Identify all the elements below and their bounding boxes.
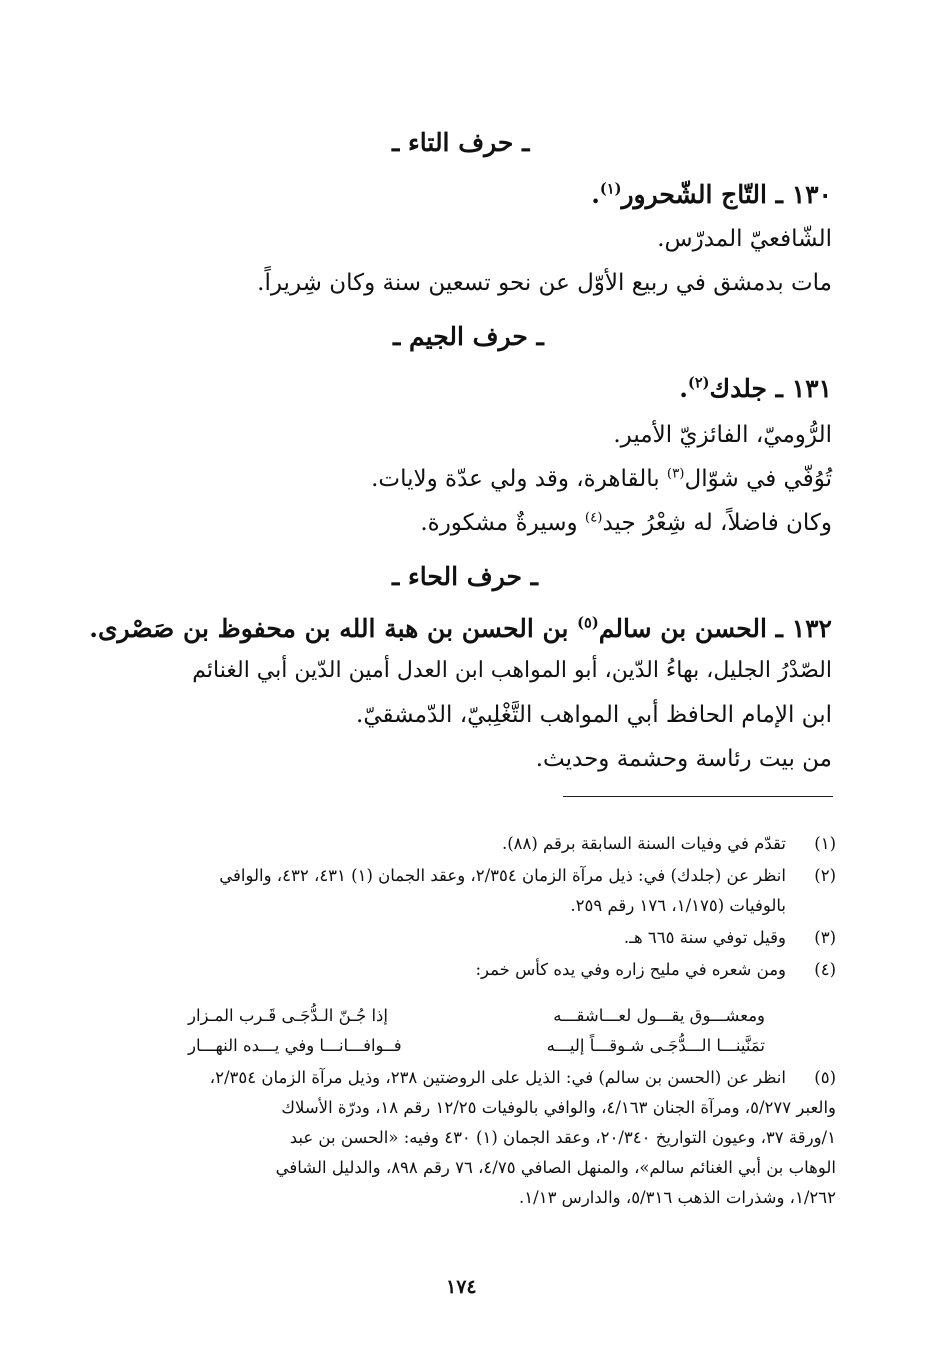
entry-line: من بيت رئاسة وحشمة وحديث.: [535, 746, 832, 772]
footnote-line: ومن شعره في مليح زاره وفي يده كأس خمر:: [475, 960, 786, 979]
footnote-ref: (٤): [584, 510, 603, 526]
entry-title-131: ١٣١ ـ جلدك$^{(٢)}$.: [679, 374, 832, 403]
entry-line: وكان فاضلاً، له شِعْرُ جيد$^{(٤)}$ وسيرةٌ مشكورة.: [420, 510, 832, 536]
footnote-number: (٣): [814, 928, 836, 947]
poem-hemistich-left: إذا جُـنّ الـدُّجَـى قَـرب المـزار: [188, 1006, 388, 1025]
footnote-number: (١): [814, 834, 836, 853]
footnote-ref: (٥): [577, 614, 599, 632]
section-heading-ta: ـ حرف التاء ـ: [392, 128, 530, 157]
footnote-separator: [563, 796, 833, 797]
footnote-line: ١/ورقة ٣٧، وعيون التواريخ ٢٠/٣٤٠، وعقد الجمان (١) ٤٣٠ وفيه: «الحسن بن عبد: [289, 1128, 836, 1147]
footnote-line: انظر عن (جلدك) في: ذيل مرآة الزمان ٢/٣٥٤، وعقد الجمان (١) ٤٣١، ٤٣٢، والوافي: [219, 866, 786, 885]
entry-title-132: ١٣٢ ـ الحسن بن سالم$^{(٥)}$ بن الحسن بن هبة الله بن محفوظ بن صَصْرى.: [89, 614, 832, 643]
footnote-line: تقدّم في وفيات السنة السابقة برقم (٨٨).: [501, 834, 786, 853]
footnote-number: (٥): [814, 1068, 836, 1087]
footnote-number: (٤): [814, 960, 836, 979]
entry-line: تُوُفّي في شوّال$^{(٣)}$ بالقاهرة، وقد ولي عدّة ولايات.: [371, 466, 832, 492]
entry-line: الشّافعيّ المدرّس.: [657, 226, 832, 252]
footnote-line: ١/٢٦٢، وشذرات الذهب ٥/٣١٦، والدارس ١/١٣.: [519, 1188, 836, 1207]
footnote-ref: (١): [599, 180, 622, 198]
entry-line: الرُّوميّ، الفائزيّ الأمير.: [613, 422, 832, 448]
footnote-line: بالوفيات (١/١٧٥، ١٧٦ رقم ٢٥٩.: [570, 896, 786, 915]
footnote-line: الوهاب بن أبي الغنائم سالم»، والمنهل الصافي ٤/٧٥، ٧٦ رقم ٨٩٨، والدليل الشافي: [275, 1158, 836, 1177]
section-heading-jim: ـ حرف الجيم ـ: [393, 322, 544, 351]
entry-title-130: ١٣٠ ـ التّاج الشّحرور$^{(١)}$.: [591, 180, 832, 209]
entry-line: مات بدمشق في ربيع الأوّل عن نحو تسعين سنة وكان شِريراً.: [257, 270, 832, 296]
footnote-number: (٢): [814, 866, 836, 885]
footnote-line: والعبر ٥/٢٧٧، ومرآة الجنان ٤/١٦٣، والوافي بالوفيات ١٢/٢٥ رقم ١٨، ودرّة الأسلاك: [281, 1098, 836, 1117]
footnote-ref: (٣): [666, 466, 685, 482]
footnote-line: انظر عن (الحسن بن سالم) في: الذيل على الروضتين ٢٣٨، وذيل مرآة الزمان ٢/٣٥٤،: [209, 1068, 786, 1087]
entry-line: الصّدْرُ الجليل، بهاءُ الدّين، أبو المواهب ابن العدل أمين الدّين أبي الغنائم: [192, 658, 832, 683]
footnote-line: وقيل توفي سنة ٦٦٥ هـ.: [623, 928, 786, 947]
poem-hemistich-left: فــوافـــانـــا وفي يـــده النهـــار: [188, 1036, 402, 1055]
poem-hemistich-right: تمَنَّينـــا الـــدُّجَـى شـوقـــاً إليـــه: [546, 1036, 765, 1055]
poem-hemistich-right: ومعشـــوق يقـــول لعـــاشقـــه: [553, 1006, 765, 1025]
page-number: ١٧٤: [446, 1276, 477, 1298]
footnote-ref: (٢): [687, 374, 710, 392]
entry-line: ابن الإمام الحافظ أبي المواهب التَّغْلِبيّ، الدّمشقيّ.: [356, 702, 832, 728]
section-heading-ha: ـ حرف الحاء ـ: [392, 562, 538, 591]
